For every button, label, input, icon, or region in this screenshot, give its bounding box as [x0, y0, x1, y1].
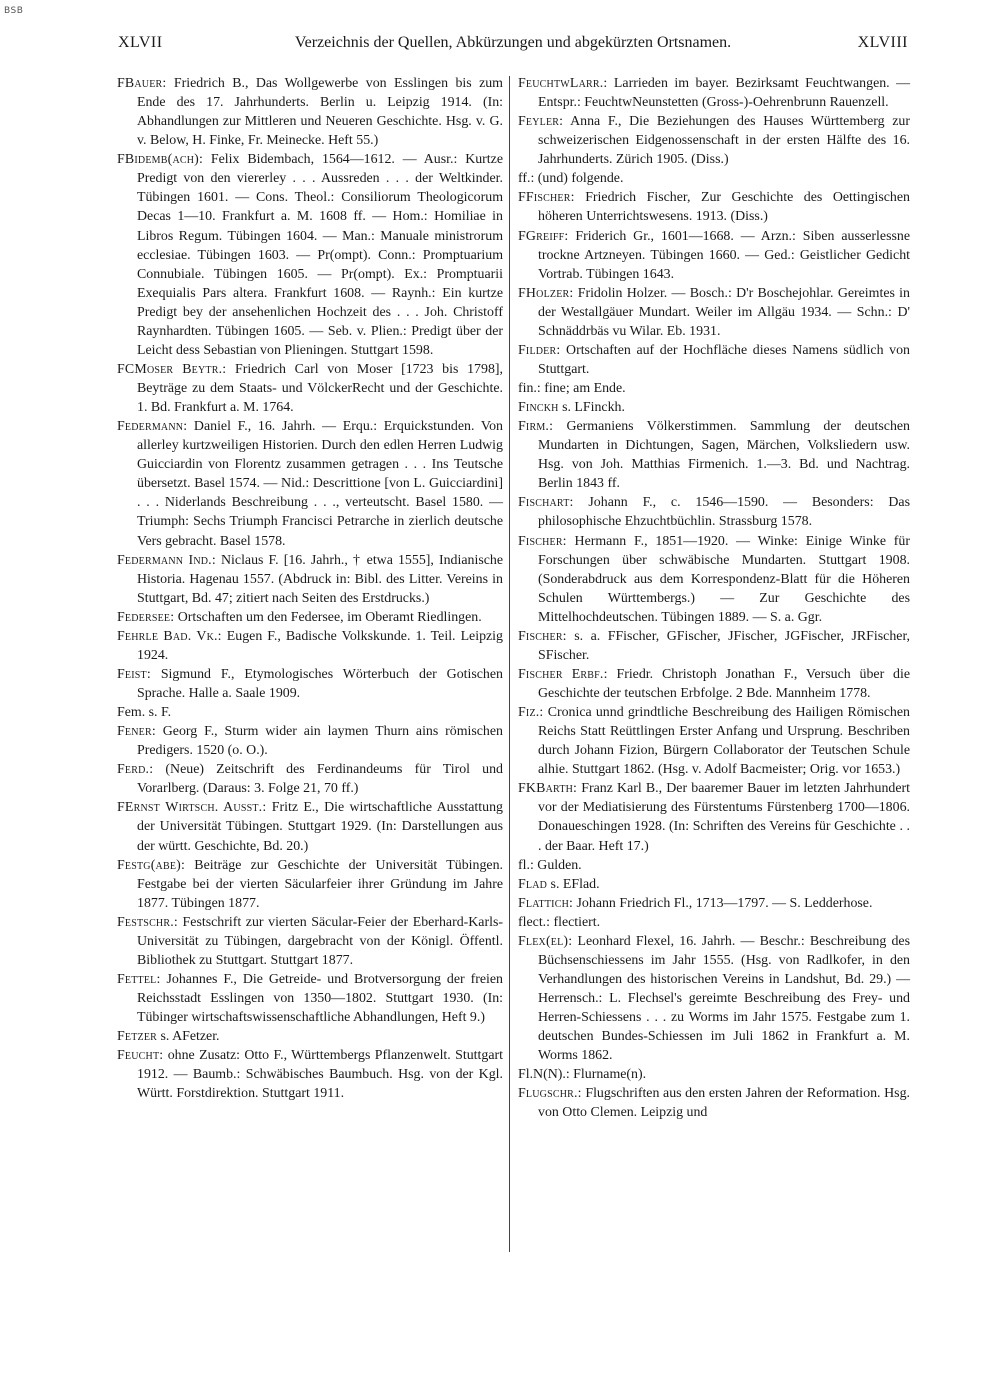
- entry-abbreviation: Flad: [518, 876, 548, 892]
- entry-text: Georg F., Sturm wider ain laymen Thurn ains römischen Predigers. 1520 (o. O.).: [137, 724, 503, 759]
- entry-text: Ortschaften um den Federsee, im Oberamt Riedlingen.: [174, 609, 482, 625]
- bibliography-entry: [518, 932, 910, 1065]
- bibliography-entry: [518, 188, 910, 226]
- entry-abbreviation: Filder:: [518, 342, 561, 358]
- entry-text: Anna F., Die Beziehungen des Hauses Württemberg zur schweizerischen Eidgenossenschaft in der ersten Hälfte des 16. Jahrhunderts. Zürich 1905. (Diss.): [538, 114, 910, 168]
- entry-text: ff.: (und) folgende.: [518, 171, 624, 187]
- bibliography-entry: [518, 379, 910, 398]
- entry-abbreviation: Festschr.:: [117, 914, 178, 930]
- entry-text: Friderich Gr., 1601—1668. — Arzn.: Siben ausserlessne trockne Artzneyen. Tübingen 1660. — Ged.: Geistlicher Gedicht Vortrab. Tübingen 1643.: [538, 228, 910, 282]
- entry-abbreviation: Federmann Ind.:: [117, 552, 216, 568]
- entry-text: ohne Zusatz: Otto F., Württembergs Pflanzenwelt. Stuttgart 1912. — Baumb.: Schwäbisches Baumbuch. Hsg. von der Kgl. Württ. Forstdirektion. Stuttgart 1911.: [137, 1048, 503, 1102]
- bibliography-entry: [518, 703, 910, 779]
- bibliography-entry: [117, 608, 503, 627]
- entry-abbreviation: FBauer:: [117, 76, 167, 91]
- bibliography-entry: [518, 493, 910, 531]
- entry-text: Friedrich Fischer, Zur Geschichte des Oettingischen höheren Unterrichtswesens. 1913. (Diss.): [538, 190, 910, 225]
- entry-abbreviation: Flex(el):: [518, 933, 573, 949]
- entry-text: s. a. FFischer, GFischer, JFischer, JGFischer, JRFischer, SFischer.: [538, 628, 910, 663]
- entry-text: Germaniens Völkerstimmen. Sammlung der deutschen Mundarten in Dichtungen, Sagen, Märchen, Volksliedern usw. Hsg. von Joh. Matthias Firmenich. 1.—3. Bd. und Nachtrag. Berlin 1843 ff.: [538, 419, 910, 492]
- entry-abbreviation: Fischer:: [518, 533, 567, 549]
- entry-text: Daniel F., 16. Jahrh. — Erqu.: Erquickstunden. Von allerley kurtzweiligen Historien. Durch den edlen Herren Ludwig Guicciardin von Florentz zusammen getragen . . . Ins Teutsche übersetzt. Basel 1574. — Nid.: Descrittione [von L. Guicciardini] . . . Niderlands Beschreibung . . ., verteutscht. Basel 1580. — Triumph: Sechs Triumph Francisci Petrarche in zierlich deutsche Vers gebracht. Basel 1578.: [137, 419, 503, 549]
- bibliography-entry: [518, 284, 910, 341]
- entry-text: Felix Bidembach, 1564—1612. — Ausr.: Kurtze Predigt von den viererley . . . Aussreden . . . der Weltkinder. Tübingen 1601. — Cons. Theol.: Consiliorum Theologicorum Decas 1—10. Frankfurt a. M. 1608 ff. — Hom.: Homiliae in Libros Regum. Tübingen 1604. — Man.: Manuale ministrorum ecclesiae. Tübingen 1603. — Pr(ompt). Conn.: Promptuarium Connubiale. Tübingen 1605. — Pr(ompt). Ex.: Promptuarii Exequialis Pars altera. Frankfurt 1608. — Raynh.: Ein kurtze Predigt bey der ansehenlichen Hochzeit des . . . Joh. Christoff Raynhardten. Tübingen 1605. — Seb. v. Plien.: Predigt über der Leicht dess Sebastian von Plieningen. Stuttgart 1598.: [137, 152, 503, 358]
- entry-abbreviation: Federmann:: [117, 419, 188, 435]
- entry-abbreviation: Firm.:: [518, 419, 554, 435]
- entry-abbreviation: Fiz.:: [518, 705, 544, 721]
- bibliography-entry: [518, 665, 910, 703]
- entry-abbreviation: FGreiff:: [518, 228, 569, 244]
- bibliography-entry: [518, 398, 910, 417]
- entry-abbreviation: FBidemb(ach):: [117, 152, 204, 168]
- bibliography-entry: [117, 703, 503, 722]
- entry-text: Sigmund F., Etymologisches Wörterbuch der Gotischen Sprache. Halle a. Saale 1909.: [137, 666, 503, 701]
- bibliography-entry: [518, 779, 910, 855]
- bibliography-entry: [117, 798, 503, 855]
- entry-text: Johann Friedrich Fl., 1713—1797. — S. Ledderhose.: [573, 895, 873, 911]
- entry-text: Fritz E., Die wirtschaftliche Ausstattung der Universität Tübingen. Stuttgart 1929. (In: Darstellungen aus der württ. Geschichte, Bd. 20.): [137, 800, 503, 854]
- bibliography-entry: [117, 1046, 503, 1103]
- entry-abbreviation: FKBarth:: [518, 781, 578, 797]
- entry-abbreviation: FHolzer:: [518, 285, 574, 301]
- entry-text: Eugen F., Badische Volkskunde. 1. Teil. Leipzig 1924.: [137, 628, 503, 663]
- entry-text: s. EFlad.: [547, 876, 600, 892]
- library-stamp: BSB: [4, 6, 24, 16]
- entry-abbreviation: FCMoser Beytr.:: [117, 361, 227, 377]
- entry-text: Johannes F., Die Getreide- und Brotversorgung der freien Reichsstadt Esslingen von 1350—1802. Stuttgart 1930. (In: Tübinger wirtschaftswissenschaftliche Abhandlungen, Heft 9.): [137, 971, 503, 1026]
- entry-text: (Neue) Zeitschrift des Ferdinandeums für Tirol und Vorarlberg. (Daraus: 3. Folge 21, 70 ff.): [137, 762, 503, 797]
- entry-text: Leonhard Flexel, 16. Jahrh. — Beschr.: Beschreibung des Büchsenschiessens im Jahr 1555. (Hsg. von Radlkofer, in den Verhandlungen des historischen Vereins in Landshut, Bd. 29.) — Herrensch.: L. Flechsel's gereimte Beschreibung des Frey- und Herren-Schiessens . . . zu Worms im Jahr 1575. Festgabe zum 1. deutschen Bundes-Schiessen im Juli 1862 in Frankfurt a. M. Worms 1862.: [538, 933, 910, 1064]
- bibliography-entry: [117, 627, 503, 665]
- entry-text: Beiträge zur Geschichte der Universität Tübingen. Festgabe bei der vierten Säcularfeier ihrer Gründung im Jahre 1877. Tübingen 1877.: [137, 857, 503, 911]
- running-header: [118, 34, 908, 56]
- page-title: Verzeichnis der Quellen, Abkürzungen und abgekürzten Ortsnamen.: [294, 34, 732, 51]
- entry-abbreviation: Ferd.:: [117, 762, 154, 778]
- entry-abbreviation: Fener:: [117, 724, 156, 740]
- entry-abbreviation: Fischer Erbf.:: [518, 666, 608, 682]
- entry-text: fl.: Gulden.: [518, 857, 582, 873]
- entry-abbreviation: Flattich:: [518, 895, 574, 911]
- bibliography-entry: [117, 856, 503, 913]
- entry-abbreviation: Feucht:: [117, 1048, 164, 1064]
- entry-text: Festschrift zur vierten Säcular-Feier der Eberhard-Karls-Universität zu Tübingen, dargebracht von der Königl. Öffentl. Bibliothek zu Stuttgart. Stuttgart 1877.: [137, 914, 503, 968]
- bibliography-entry: [518, 532, 910, 627]
- entry-text: Hermann F., 1851—1920. — Winke: Einige Winke für Forschungen über schwäbische Mundarten. Stuttgart 1908. (Sonderabdruck aus dem Korrespondenz-Blatt für die Höheren Schulen Württembergs.) — Zur Geschichte des Mittelhochdeutschen. Tübingen 1889. — S. a. Ggr.: [538, 533, 910, 625]
- entry-text: Cronica unnd grindtliche Beschreibung des Hailigen Römischen Reichs Statt Reüttlingen Erster Anfang und Ursprung. Beschriben durch Johann Fizion, Bürgern Collaborator der Teutschen Schule alhie. Stuttgart 1862. (Hsg. v. Adolf Bacmeister; Orig. vor 1653.): [538, 705, 910, 778]
- entry-abbreviation: Federsee:: [117, 609, 175, 625]
- bibliography-entry: [117, 665, 503, 703]
- entry-text: Fl.N(N).: Flurname(n).: [518, 1067, 647, 1083]
- entry-abbreviation: Fehrle Bad. Vk.:: [117, 628, 222, 644]
- entry-abbreviation: Feist:: [117, 666, 151, 682]
- bibliography-entry: [117, 722, 503, 760]
- bibliography-entry: [518, 169, 910, 188]
- left-column: [117, 74, 503, 1103]
- bibliography-entry: [518, 227, 910, 284]
- bibliography-entry: [518, 875, 910, 894]
- entry-text: s. AFetzer.: [157, 1029, 220, 1045]
- entry-abbreviation: FeuchtwLarr.:: [518, 76, 608, 91]
- column-divider: [509, 76, 510, 1252]
- entry-abbreviation: Feyler:: [518, 114, 564, 130]
- entry-text: Niclaus F. [16. Jahrh., † etwa 1555], Indianische Historia. Hagenau 1557. (Abdruck in: Bibl. des Litter. Vereins in Stuttgart, Bd. 47; zitiert nach Seiten des Erstdrucks.): [137, 552, 503, 606]
- entry-text: Larrieden im bayer. Bezirksamt Feuchtwangen. — Entspr.: FeuchtwNeunstetten (Gross-)-Oehrenbrunn Rauenzell.: [538, 76, 910, 111]
- entry-text: Flugschriften aus den ersten Jahren der Reformation. Hsg. von Otto Clemen. Leipzig und: [538, 1086, 910, 1121]
- entry-text: Fridolin Holzer. — Bosch.: D'r Boschejohlar. Gereimtes in der Westallgäuer Mundart. Weiler im Allgäu 1934. — Schn.: D' Schnäddrbäs vu Wilar. Eb. 1931.: [538, 285, 910, 339]
- page-number-left: XLVII: [118, 34, 163, 51]
- entry-text: s. LFinckh.: [558, 400, 625, 416]
- bibliography-entry: [518, 1084, 910, 1122]
- entry-text: Johann F., c. 1546—1590. — Besonders: Das philosophische Ehzuchtbüchlin. Strassburg 1578.: [538, 495, 910, 530]
- bibliography-entry: [117, 970, 503, 1027]
- entry-text: Fem. s. F.: [117, 705, 172, 721]
- entry-abbreviation: FErnst Wirtsch. Ausst.:: [117, 800, 267, 816]
- page-number-right: XLVIII: [857, 34, 908, 51]
- bibliography-entry: [117, 1027, 503, 1046]
- bibliography-entry: [518, 627, 910, 665]
- bibliography-entry: [117, 360, 503, 417]
- entry-abbreviation: Fetzer: [117, 1029, 158, 1045]
- entry-abbreviation: Fischer:: [518, 628, 567, 644]
- bibliography-entry: [518, 913, 910, 932]
- entry-abbreviation: FFischer:: [518, 190, 575, 206]
- bibliography-entry: [117, 74, 503, 150]
- entry-abbreviation: Flugschr.:: [518, 1086, 582, 1102]
- entry-text: fin.: fine; am Ende.: [518, 381, 626, 396]
- bibliography-entry: [117, 551, 503, 608]
- entry-text: flect.: flectiert.: [518, 914, 601, 930]
- bibliography-entry: [518, 74, 910, 112]
- entry-text: Friedrich Carl von Moser [1723 bis 1798], Beyträge zu dem Staats- und VölckerRecht und der Geschichte. 1. Bd. Frankfurt a. M. 1764.: [137, 361, 503, 416]
- entry-abbreviation: Fettel:: [117, 971, 161, 987]
- bibliography-entry: [117, 150, 503, 360]
- bibliography-entry: [518, 894, 910, 913]
- bibliography-entry: [117, 417, 503, 550]
- bibliography-entry: [518, 417, 910, 493]
- bibliography-entry: [518, 1065, 910, 1084]
- entry-abbreviation: Festg(abe):: [117, 857, 186, 873]
- bibliography-entry: [518, 856, 910, 875]
- entry-text: Friedrich B., Das Wollgewerbe von Esslingen bis zum Ende des 17. Jahrhunderts. Berlin u. Leipzig 1914. (In: Abhandlungen zur Mittleren und Neueren Geschichte. Hsg. v. G. v. Below, H. Finke, Fr. Meinecke. Heft 55.): [137, 76, 503, 149]
- bibliography-entry: [117, 913, 503, 970]
- entry-abbreviation: Finckh: [518, 400, 559, 416]
- right-column: [518, 74, 910, 1122]
- entry-text: Ortschaften auf der Hochfläche dieses Namens südlich von Stuttgart.: [538, 342, 910, 377]
- entry-text: Friedr. Christoph Jonathan F., Versuch über die Geschichte der teutschen Erbfolge. 2 Bde. Mannheim 1778.: [538, 666, 910, 701]
- entry-abbreviation: Fischart:: [518, 495, 574, 511]
- bibliography-entry: [518, 112, 910, 169]
- bibliography-entry: [117, 760, 503, 798]
- bibliography-entry: [518, 341, 910, 379]
- entry-text: Franz Karl B., Der baaremer Bauer im letzten Jahrhundert vor der Mediatisierung des Fürstentums Fürstenberg 1700—1806. Donaueschingen 1928. (In: Schriften des Vereins für Geschichte . . . der Baar. Heft 17.): [538, 781, 910, 854]
